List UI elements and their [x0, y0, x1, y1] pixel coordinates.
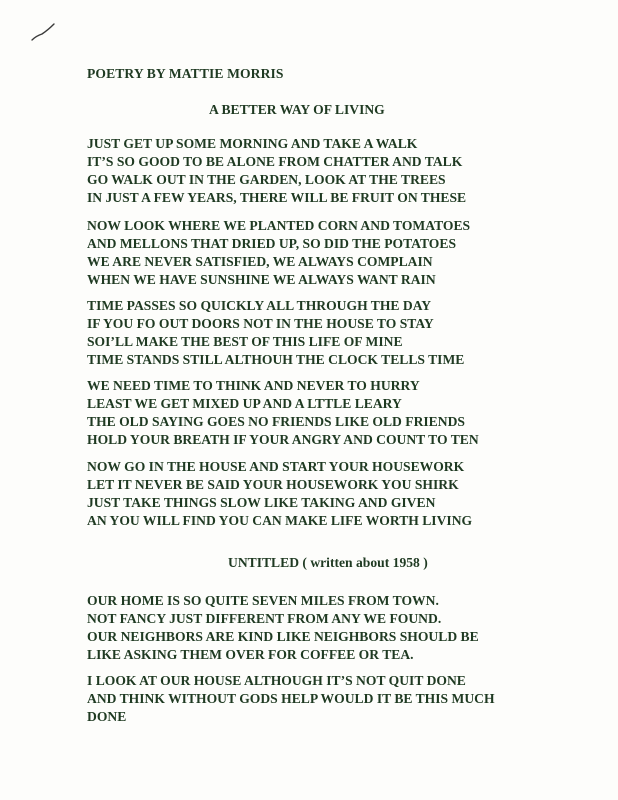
poem-line: LET IT NEVER BE SAID YOUR HOUSEWORK YOU SHIRK: [87, 477, 459, 492]
poem-line: WE NEED TIME TO THINK AND NEVER TO HURRY: [87, 378, 420, 393]
stanza: [87, 377, 479, 449]
stanza: [87, 217, 470, 289]
poem-line: JUST TAKE THINGS SLOW LIKE TAKING AND GIVEN: [87, 495, 436, 510]
poem-line: NOW LOOK WHERE WE PLANTED CORN AND TOMATOES: [87, 218, 471, 233]
stanza: [87, 135, 466, 207]
poem-line: WHEN WE HAVE SUNSHINE WE ALWAYS WANT RAIN: [87, 272, 436, 287]
poem-line: TIME STANDS STILL ALTHOUH THE CLOCK TELLS TIME: [87, 352, 465, 367]
poem-line: NOW GO IN THE HOUSE AND START YOUR HOUSEWORK: [87, 459, 465, 474]
poem-line: IN JUST A FEW YEARS, THERE WILL BE FRUIT ON THESE: [87, 190, 467, 205]
stanza: [87, 458, 472, 530]
poem-title: UNTITLED ( written about 1958 ): [228, 555, 428, 570]
pen-mark-icon: [30, 22, 58, 42]
poem-line: IT’S SO GOOD TO BE ALONE FROM CHATTER AND TALK: [87, 154, 463, 169]
poem-line: I LOOK AT OUR HOUSE ALTHOUGH IT’S NOT QUIT DONE: [87, 673, 466, 688]
poem-line: LIKE ASKING THEM OVER FOR COFFEE OR TEA.: [87, 647, 414, 662]
stanza: [87, 297, 464, 369]
poem-title: A BETTER WAY OF LIVING: [209, 102, 385, 117]
poem-line: NOT FANCY JUST DIFFERENT FROM ANY WE FOUND.: [87, 611, 442, 626]
stanza: [87, 672, 495, 726]
poem-line: OUR HOME IS SO QUITE SEVEN MILES FROM TOWN.: [87, 593, 439, 608]
poem-line: AND MELLONS THAT DRIED UP, SO DID THE POTATOES: [87, 236, 457, 251]
poem-line: DONE: [87, 709, 127, 724]
poem-line: GO WALK OUT IN THE GARDEN, LOOK AT THE TREES: [87, 172, 446, 187]
poem-line: JUST GET UP SOME MORNING AND TAKE A WALK: [87, 136, 418, 151]
poem-line: AND THINK WITHOUT GODS HELP WOULD IT BE THIS MUCH: [87, 691, 495, 706]
poem-line: OUR NEIGHBORS ARE KIND LIKE NEIGHBORS SHOULD BE: [87, 629, 479, 644]
poem-line: LEAST WE GET MIXED UP AND A LTTLE LEARY: [87, 396, 402, 411]
poem-line: WE ARE NEVER SATISFIED, WE ALWAYS COMPLAIN: [87, 254, 433, 269]
poem-line: THE OLD SAYING GOES NO FRIENDS LIKE OLD FRIENDS: [87, 414, 465, 429]
stanza: [87, 592, 479, 664]
author-heading: POETRY BY MATTIE MORRIS: [87, 66, 284, 81]
poem-line: HOLD YOUR BREATH IF YOUR ANGRY AND COUNT TO TEN: [87, 432, 479, 447]
poem-line: IF YOU FO OUT DOORS NOT IN THE HOUSE TO STAY: [87, 316, 434, 331]
poem-line: SOI’LL MAKE THE BEST OF THIS LIFE OF MINE: [87, 334, 403, 349]
poem-line: AN YOU WILL FIND YOU CAN MAKE LIFE WORTH LIVING: [87, 513, 473, 528]
poem-line: TIME PASSES SO QUICKLY ALL THROUGH THE DAY: [87, 298, 432, 313]
